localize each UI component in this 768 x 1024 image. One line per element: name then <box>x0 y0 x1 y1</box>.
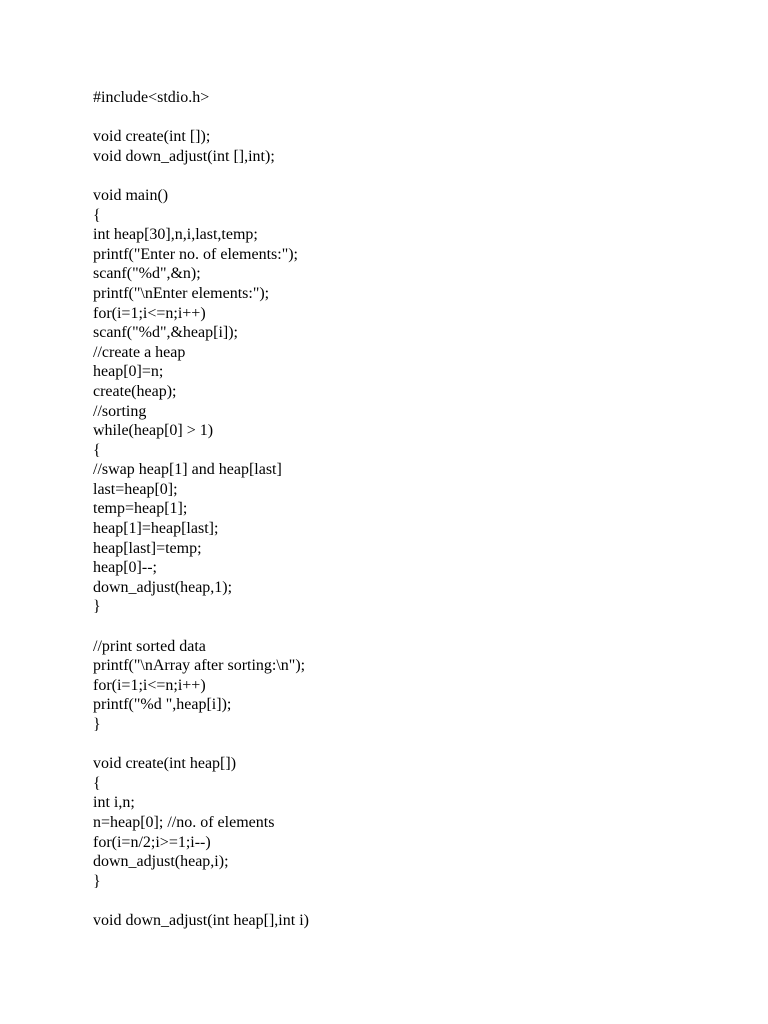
code-line <box>93 891 309 911</box>
code-line: down_adjust(heap,1); <box>93 578 233 596</box>
code-line: } <box>93 598 101 616</box>
code-line: } <box>93 716 101 733</box>
code-line: printf("\nEnter elements:"); <box>93 284 270 302</box>
code-line <box>93 166 309 186</box>
code-line: int heap[30],n,i,last,temp; <box>93 226 258 244</box>
code-line: printf("\nArray after sorting:\n"); <box>93 657 306 675</box>
code-line: for(i=1;i<=n;i++) <box>93 676 206 694</box>
code-line: int i,n; <box>93 794 135 812</box>
code-line <box>93 735 309 755</box>
code-line: //swap heap[1] and heap[last] <box>93 461 282 479</box>
code-line: printf("Enter no. of elements:"); <box>93 245 298 263</box>
code-line: void create(int heap[]) <box>93 755 237 773</box>
code-line: scanf("%d",&heap[i]); <box>93 324 238 342</box>
code-line: create(heap); <box>93 382 177 400</box>
code-line: heap[last]=temp; <box>93 539 202 557</box>
code-listing <box>93 88 309 931</box>
code-line <box>93 617 309 637</box>
code-line: for(i=n/2;i>=1;i--) <box>93 833 211 851</box>
code-line: scanf("%d",&n); <box>93 265 201 283</box>
code-line: void main() <box>93 186 169 204</box>
code-line: down_adjust(heap,i); <box>93 853 229 871</box>
code-line: //print sorted data <box>93 637 206 655</box>
code-line: } <box>93 872 101 890</box>
code-line: //sorting <box>93 402 147 420</box>
code-line: { <box>93 206 101 224</box>
code-line: void down_adjust(int [],int); <box>93 147 275 165</box>
code-line: #include<stdio.h> <box>93 89 210 106</box>
code-line: void down_adjust(int heap[],int i) <box>93 911 309 929</box>
code-line: printf("%d ",heap[i]); <box>93 696 232 714</box>
code-line: while(heap[0] > 1) <box>93 422 214 440</box>
code-line: temp=heap[1]; <box>93 500 188 518</box>
code-line: void create(int []); <box>93 128 211 146</box>
code-line: heap[0]--; <box>93 559 157 577</box>
code-line: n=heap[0]; //no. of elements <box>93 813 275 831</box>
code-line: last=heap[0]; <box>93 480 178 498</box>
code-line: heap[1]=heap[last]; <box>93 520 219 538</box>
code-line: { <box>93 774 101 792</box>
code-line: { <box>93 441 101 459</box>
code-line: for(i=1;i<=n;i++) <box>93 304 206 322</box>
code-line: //create a heap <box>93 343 186 361</box>
code-line <box>93 108 309 128</box>
code-line: heap[0]=n; <box>93 363 164 381</box>
